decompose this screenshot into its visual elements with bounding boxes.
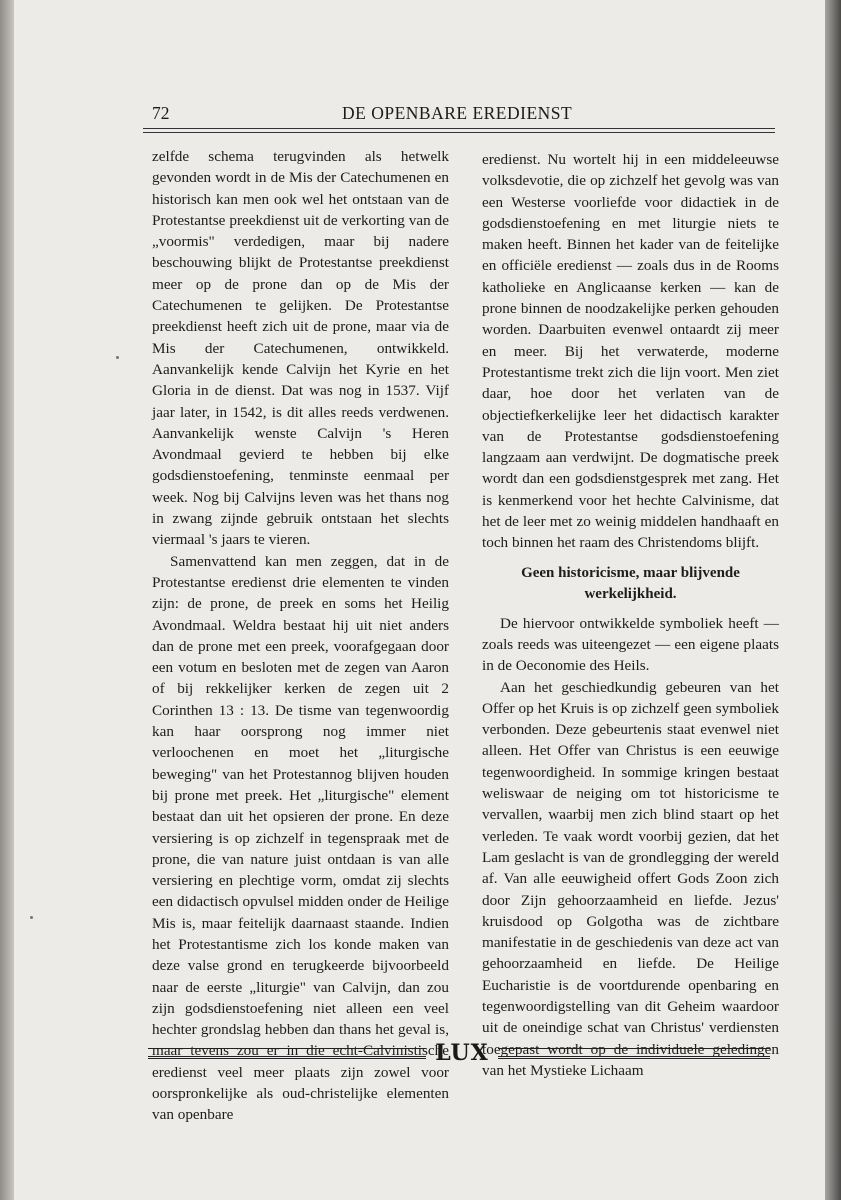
right-paragraph-3: Aan het geschiedkundig gebeuren van het Offer op het Kruis is op zichzelf geen symboliek verbonden. Deze gebeurtenis staat evenwel niet alleen. Het Offer van Christus is een eeuwige tegenwoordigheid. In sommige kringen bestaat weliswaar de neiging om tot historicisme te vervallen, waarbij men zich blind staart op het verleden. Te vaak wordt voorbij gezien, dat het Lam geslacht is van de grondlegging der wereld af. Van alle eeuwigheid offert Gods Zoon zich door Zijn gehoorzaamheid en liefde. Jezus' kruisdood op Golgotha was de zichtbare manifestatie in de geschiedenis van deze act van gehoorzaamheid en liefde. De Heilige Eucharistie is de voortdurende openbaring en tegenwoordigstelling van dit Geheim waardoor uit de oneindige schat van Christus' verdiensten toegepast wordt op de individuele geledingen van het Mystieke Lichaam xyxy=(482,678,779,1079)
left-column xyxy=(152,146,449,1126)
running-title: DE OPENBARE EREDIENST xyxy=(342,103,573,123)
left-paragraph-1: zelfde schema terugvinden als hetwelk gevonden wordt in de Mis der Catechumenen en historisch kan men ook wel het ontstaan van de Protestantse preekdienst uit de verkorting van de „voormis" verdedigen, maar bij nadere beschouwing blijkt de Protestantse preekdienst meer op de prone dan op de Mis der Catechumenen te gelijken. De Protestantse preekdienst heeft zich uit de prone, maar via de Mis der Catechumenen, ontwikkeld. Aanvankelijk kende Calvijn het Kyrie en het Gloria in de dienst. Dat was nog in 1537. Vijf jaar later, in 1542, is dit alles reeds verdwenen. Aanvankelijk wenste Calvijn 's Heren Avondmaal gevierd te hebben bij elke godsdienstoefening, tenminste eenmaal per week. Nog bij Calvijns leven was het thans nog in zwang zijnde gebruik ontstaan het slechts viermaal 's jaars te vieren. xyxy=(152,148,449,549)
header-rule xyxy=(143,128,775,133)
page-footer xyxy=(148,1042,770,1066)
page-header xyxy=(152,103,775,125)
scan-speck xyxy=(116,356,119,359)
scan-left-edge xyxy=(0,0,14,1200)
scan-right-edge xyxy=(825,0,841,1200)
right-paragraph-1: eredienst. Nu wortelt hij in een middeleeuwse volksdevotie, die op zichzelf het gevolg was van een Westerse voorliefde voor didactiek in de godsdienstoefening en met liturgie niets te maken heeft. Binnen het kader van de feitelijke en officiële eredienst — zoals dus in de Rooms katholieke en Anglicaanse kerken — kan de prone binnen de noodzakelijke perken gehouden worden. Daarbuiten evenwel ontaardt zij meer en meer. Bij het verwaterde, moderne Protestantisme trekt zich die lijn voort. Men ziet daar, hoe door het verlaten van de objectiefkerkelijke leer het didactisch karakter van de Protestantse godsdienstoefening langzaam aan verdwijnt. De dogmatische preek wordt dan een godsdienstgesprek met zang. Het is kenmerkend voor het hechte Calvinisme, dat het de leer met zo weinig middelen handhaaft en toch binnen het raam des Christendoms blijft. xyxy=(482,151,779,552)
scan-speck xyxy=(30,916,33,919)
left-paragraph-2: Samenvattend kan men zeggen, dat in de Protestantse eredienst drie elementen te vinden zijn: de prone, de preek en soms het Heilig Avondmaal. Weldra bestaat hij uit niet anders dan de prone met een preek, voorafgegaan door een votum en besloten met de zegen van Aaron of bij rekkelijker kerken de zegen uit 2 Corinthen 13 : 13. De tisme van tegenwoordig kan haar oorsprong nog immer niet verloochenen en moet het „liturgische beweging" van het Protestannog blijven houden bij prone met preek. Het „liturgische" element bestaat dan uit het opsieren der prone. En deze versiering is op zichzelf in tegenspraak met de prone, die van nature juist ontdaan is van alle versiering en plechtige vorm, omdat zij slechts een didactisch opvulsel midden onder de Heilige Mis is, maar feitelijk daarnaast staande. Indien het Protestantisme zich los konde maken van deze valse grond en terugkeerde bijvoorbeeld naar de eerste „liturgie" van Calvijn, dan zou zijn godsdienstoefening niet alleen een veel hechter grondslag hebben dan thans het geval is, maar tevens zou er in die echt-Calvinistische eredienst veel meer plaats zijn zowel voor oorspronkelijke als oud-christelijke elementen van openbare xyxy=(152,552,449,1124)
footer-rule-left xyxy=(148,1048,426,1059)
right-paragraph-2: De hiervoor ontwikkelde symboliek heeft — zoals reeds was uiteengezet — een eigene plaats in de Oeconomie des Heils. xyxy=(482,614,779,675)
page-number: 72 xyxy=(152,103,170,123)
section-subheading: Geen historicisme, maar blijvende werkelijkheid. xyxy=(521,564,740,602)
lux-logo: LUX xyxy=(435,1040,489,1066)
footer-rule-right xyxy=(498,1048,770,1059)
right-column xyxy=(482,149,779,1081)
